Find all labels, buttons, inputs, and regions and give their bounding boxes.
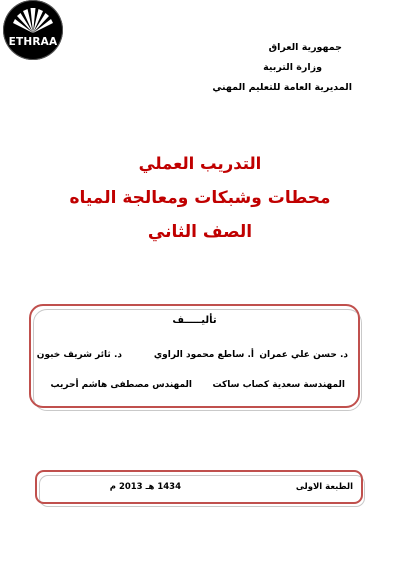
author-name: أ. ساطع محمود الراوي (153, 350, 254, 360)
author-name: المهندسة سعدية كصاب ساكت (212, 380, 345, 390)
title-line-1: التدريب العملي (138, 154, 262, 173)
edition-year: 1434 هـ 2013 م (109, 482, 181, 492)
directorate-name: المديرية العامة للتعليم المهني (212, 82, 352, 93)
ethraa-logo (3, 0, 63, 60)
government-header (212, 38, 352, 98)
authors-heading: تأليـــــف (172, 315, 217, 326)
country-name: جمهورية العراق (268, 42, 342, 53)
sunburst-icon (3, 0, 63, 60)
edition-box (35, 470, 363, 504)
author-name: د. ثائر شريف خبون (36, 350, 122, 360)
book-title (0, 147, 400, 249)
logo-text: ETHRAA (8, 36, 58, 48)
author-name: د. حسن علي عمران (259, 350, 348, 360)
ministry-name: وزارة التربية (263, 62, 322, 73)
authors-box (29, 304, 360, 408)
author-name: المهندس مصطفى هاشم أحريب (50, 380, 192, 390)
edition-label: الطبعة الاولى (295, 482, 353, 492)
title-line-2: محطات وشبكات ومعالجة المياه (69, 188, 331, 208)
title-line-3: الصف الثاني (147, 222, 253, 242)
